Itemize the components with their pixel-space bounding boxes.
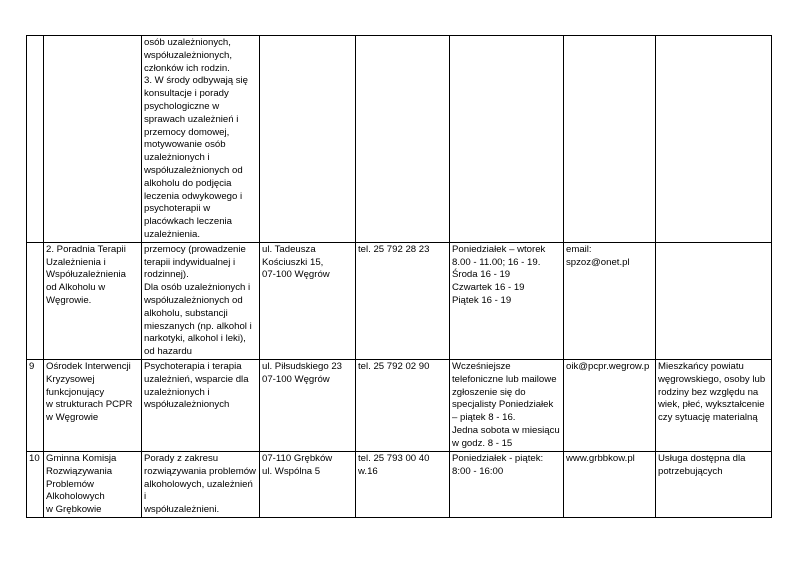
cell-institution: 2. Poradnia Terapii Uzależnienia i Współuzależnienia od Alkoholu w Węgrowie. <box>44 242 142 359</box>
cell-institution <box>44 36 142 243</box>
cell-phone: tel. 25 792 28 23 <box>356 242 450 359</box>
cell-no: 10 <box>27 451 44 517</box>
cell-phone: tel. 25 793 00 40 w.16 <box>356 451 450 517</box>
table-row <box>27 451 772 517</box>
cell-phone: tel. 25 792 02 90 <box>356 359 450 451</box>
cell-description: Porady z zakresu rozwiązywania problemów alkoholowych, uzależnień i współuzależnieni. <box>142 451 260 517</box>
cell-description: osób uzależnionych, współuzależnionych, członków ich rodzin. 3. W środy odbywają się konsultacje i porady psychologiczne w sprawach uzależnień i przemocy domowej, motywowanie osób uzależnionych i współuzależnionych od alkoholu do podjęcia leczenia odwykowego i psychoterapii w placówkach leczenia uzależnienia. <box>142 36 260 243</box>
cell-notes <box>656 36 772 243</box>
cell-institution: Ośrodek Interwencji Kryzysowej funkcjonujący w strukturach PCPR w Węgrowie <box>44 359 142 451</box>
cell-notes: Usługa dostępna dla potrzebujących <box>656 451 772 517</box>
table-row <box>27 36 772 243</box>
cell-address: 07-110 Grębków ul. Wspólna 5 <box>260 451 356 517</box>
cell-contact: email: spzoz@onet.pl <box>564 242 656 359</box>
cell-hours <box>450 36 564 243</box>
table-row <box>27 242 772 359</box>
cell-address: ul. Piłsudskiego 23 07-100 Węgrów <box>260 359 356 451</box>
table-row <box>27 359 772 451</box>
cell-no: 9 <box>27 359 44 451</box>
cell-no <box>27 36 44 243</box>
cell-notes <box>656 242 772 359</box>
cell-contact <box>564 36 656 243</box>
cell-address: ul. Tadeusza Kościuszki 15, 07-100 Węgrów <box>260 242 356 359</box>
services-table <box>26 35 772 518</box>
cell-contact: oik@pcpr.wegrow.p <box>564 359 656 451</box>
cell-contact: www.grbbkow.pl <box>564 451 656 517</box>
cell-phone <box>356 36 450 243</box>
cell-hours: Wcześniejsze telefoniczne lub mailowe zgłoszenie się do specjalisty Poniedziałek – piątek 8 - 16. Jedna sobota w miesiącu w godz. 8 - 15 <box>450 359 564 451</box>
cell-notes: Mieszkańcy powiatu węgrowskiego, osoby lub rodziny bez względu na wiek, płeć, wykształcenie czy sytuację materialną <box>656 359 772 451</box>
cell-description: przemocy (prowadzenie terapii indywidualnej i rodzinnej). Dla osób uzależnionych i współuzależnionych od alkoholu, substancji mieszanych (np. alkohol i narkotyki, alkohol i leki), od hazardu <box>142 242 260 359</box>
cell-hours: Poniedziałek - piątek: 8:00 - 16:00 <box>450 451 564 517</box>
cell-hours: Poniedziałek – wtorek 8.00 - 11.00; 16 - 19. Środa 16 - 19 Czwartek 16 - 19 Piątek 16 - 19 <box>450 242 564 359</box>
cell-address <box>260 36 356 243</box>
cell-no <box>27 242 44 359</box>
cell-description: Psychoterapia i terapia uzależnień, wsparcie dla uzależnionych i współuzależnionych <box>142 359 260 451</box>
cell-institution: Gminna Komisja Rozwiązywania Problemów Alkoholowych w Grębkowie <box>44 451 142 517</box>
